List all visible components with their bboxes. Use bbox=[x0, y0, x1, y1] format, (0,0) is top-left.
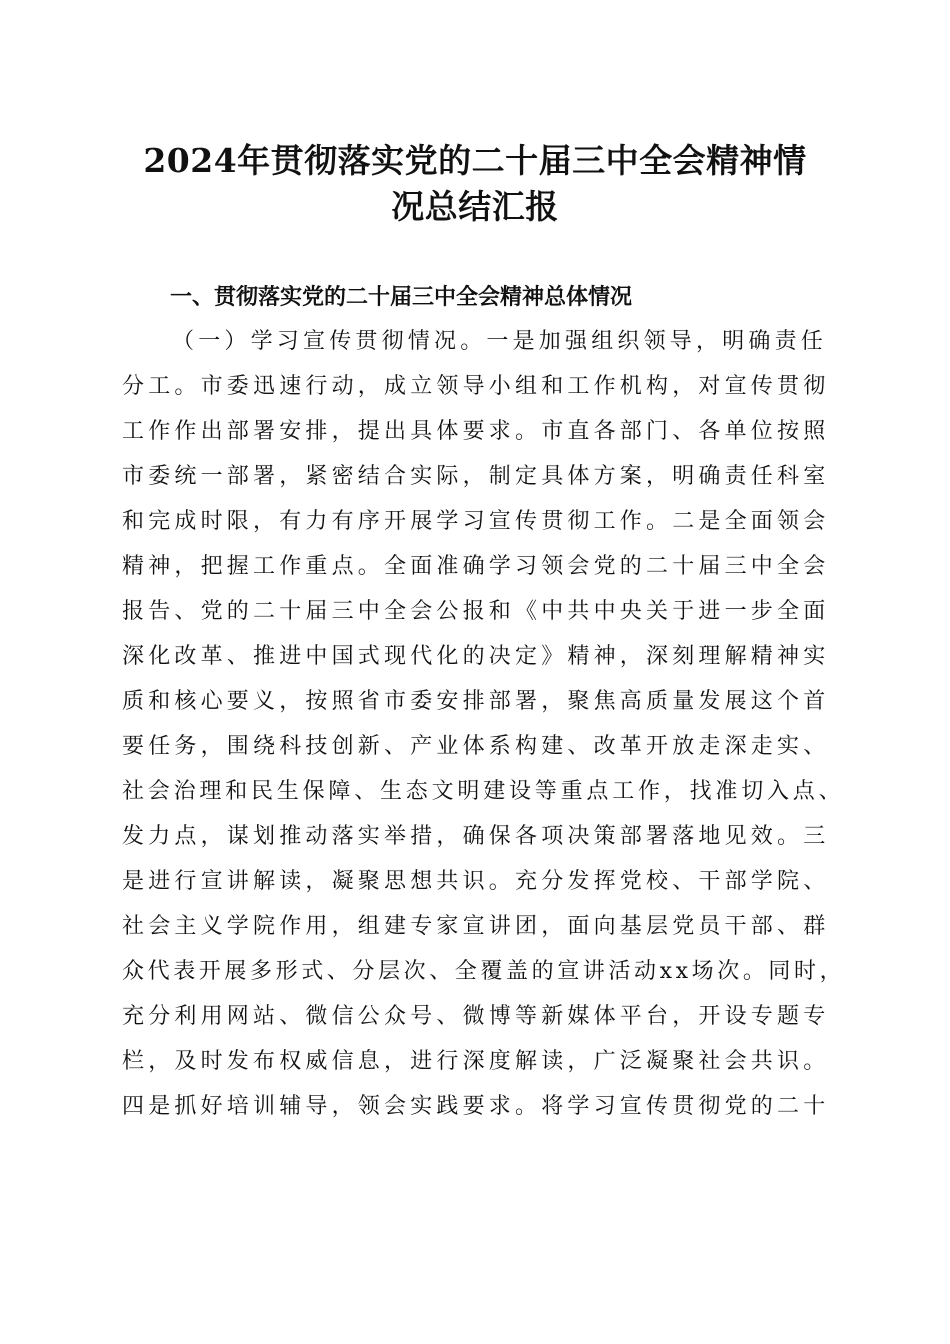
body-line: 充分利用网站、微信公众号、微博等新媒体平台，开设专题专 bbox=[122, 1004, 830, 1029]
body-line: 要任务，围绕科技创新、产业体系构建、改革开放走深走实、 bbox=[122, 734, 830, 759]
document-title-line-1: 2024年贯彻落实党的二十届三中全会精神情 bbox=[143, 141, 807, 180]
body-line: 和完成时限，有力有序开展学习宣传贯彻工作。二是全面领会 bbox=[122, 509, 830, 534]
document-title-line-2: 况总结汇报 bbox=[391, 187, 559, 226]
body-line: 栏，及时发布权威信息，进行深度解读，广泛凝聚社会共识。 bbox=[122, 1049, 830, 1074]
body-line: 分工。市委迅速行动，成立领导小组和工作机构，对宣传贯彻 bbox=[122, 374, 830, 399]
body-line: 工作作出部署安排，提出具体要求。市直各部门、各单位按照 bbox=[122, 419, 830, 444]
body-line: 深化改革、推进中国式现代化的决定》精神，深刻理解精神实 bbox=[122, 644, 830, 669]
body-line: 社会治理和民生保障、生态文明建设等重点工作，找准切入点、 bbox=[122, 779, 845, 804]
body-line: 发力点，谋划推动落实举措，确保各项决策部署落地见效。三 bbox=[122, 824, 830, 849]
body-line: 众代表开展多形式、分层次、全覆盖的宣讲活动xx场次。同时， bbox=[122, 959, 846, 984]
body-line: 是进行宣讲解读，凝聚思想共识。充分发挥党校、干部学院、 bbox=[122, 869, 830, 894]
body-line: 市委统一部署，紧密结合实际，制定具体方案，明确责任科室 bbox=[122, 464, 830, 489]
body-line: 社会主义学院作用，组建专家宣讲团，面向基层党员干部、群 bbox=[122, 914, 830, 939]
body-line: 报告、党的二十届三中全会公报和《中共中央关于进一步全面 bbox=[122, 599, 830, 624]
body-line: （一）学习宣传贯彻情况。一是加强组织领导，明确责任 bbox=[172, 329, 828, 354]
body-line: 精神，把握工作重点。全面准确学习领会党的二十届三中全会 bbox=[122, 554, 830, 579]
section-heading: 一、贯彻落实党的二十届三中全会精神总体情况 bbox=[170, 285, 633, 310]
body-line: 质和核心要义，按照省市委安排部署，聚焦高质量发展这个首 bbox=[122, 689, 830, 714]
body-line: 四是抓好培训辅导，领会实践要求。将学习宣传贯彻党的二十 bbox=[122, 1094, 830, 1119]
